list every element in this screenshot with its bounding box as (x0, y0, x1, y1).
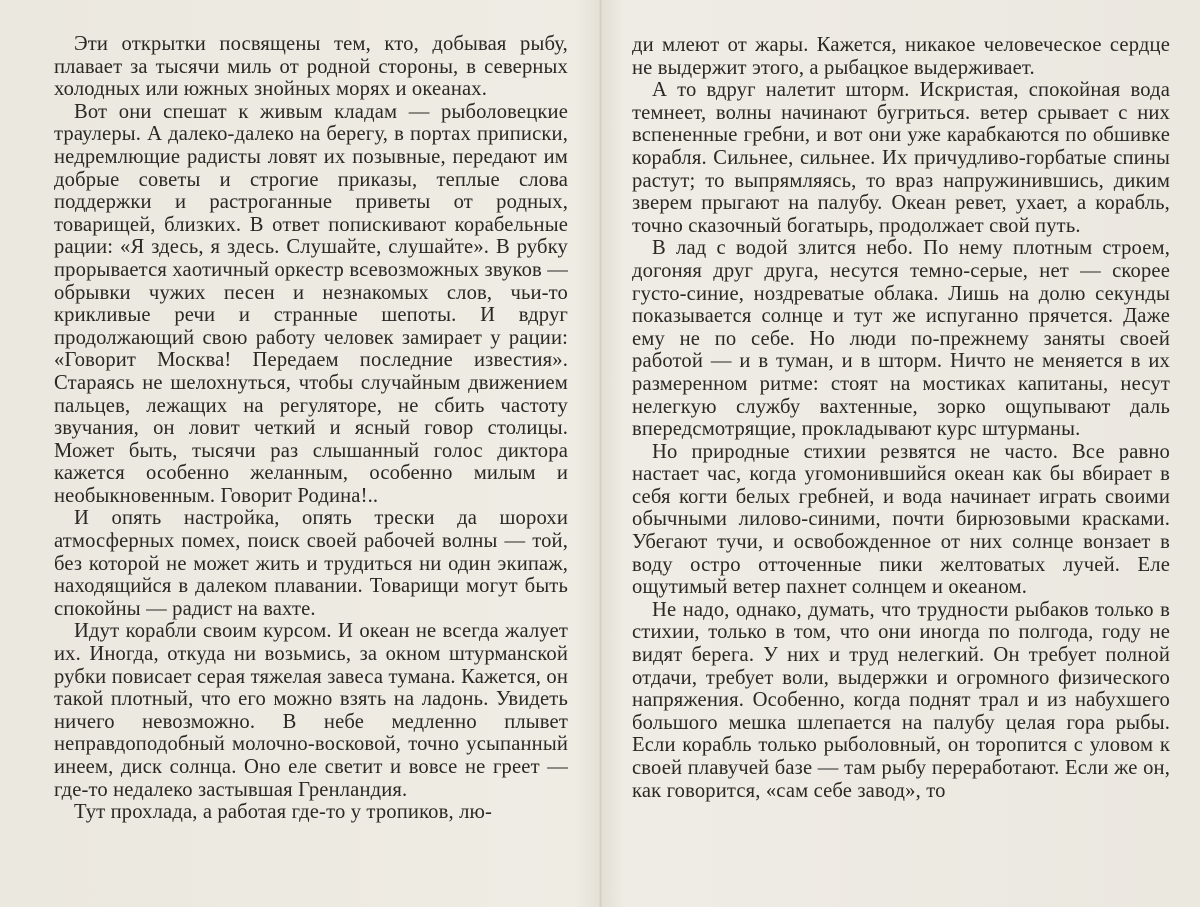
page-fold (599, 0, 602, 907)
right-page-column (632, 34, 1170, 802)
paragraph-continued: ди млеют от жары. Кажется, никакое человеческое сердце не выдержит этого, а рыбацкое выдерживает. (632, 34, 1170, 79)
paragraph: Вот они спешат к живым кладам — рыболовецкие траулеры. А далеко-далеко на берегу, в портах приписки, недремлющие радисты ловят их позывные, передают им добрые советы и строгие приказы, теплые слова поддержки и растроганные приветы от родных, товарищей, близких. В ответ попискивают корабельные рации: «Я здесь, я здесь. Слушайте, слушайте». В рубку прорывается хаотичный оркестр всевозможных звуков — обрывки чужих песен и незнакомых слов, чьи-то крикливые речи и странные шепоты. И вдруг продолжающий свою работу человек замирает у рации: «Говорит Москва! Передаем последние известия». Стараясь не шелохнуться, чтобы случайным движением пальцев, лежащих на регуляторе, не сбить частоту звучания, он ловит четкий и ясный говор столицы. Может быть, тысячи раз слышанный голос диктора кажется особенно желанным, особенно милым и необыкновенным. Говорит Родина!.. (54, 100, 568, 507)
paragraph: Идут корабли своим курсом. И океан не всегда жалует их. Иногда, откуда ни возьмись, за окном штурманской рубки повисает серая тяжелая завеса тумана. Кажется, он такой плотный, что его можно взять на ладонь. Увидеть ничего невозможно. В небе медленно плывет неправдоподобный молочно-восковой, точно усыпанный инеем, диск солнца. Оно еле светит и вовсе не греет — где-то недалеко застывшая Гренландия. (54, 620, 568, 801)
paragraph: А то вдруг налетит шторм. Искристая, спокойная вода темнеет, волны начинают бугриться. ветер срывает с них вспененные гребни, и вот они уже карабкаются по обшивке корабля. Сильнее, сильнее. Их причудливо-горбатые спины растут; то выпрямляясь, то враз напружинившись, диким зверем прыгают на палубу. Океан ревет, ухает, а корабль, точно сказочный богатырь, продолжает свой путь. (632, 79, 1170, 237)
paragraph: Тут прохлада, а работая где-то у тропиков, лю- (74, 801, 493, 824)
paragraph: Не надо, однако, думать, что трудности рыбаков только в стихии, только в том, что они иногда по полгода, году не видят берега. У них и труд нелегкий. Он требует полной отдачи, требует воли, выдержки и огромного физического напряжения. Особенно, когда поднят трал и из набухшего большого мешка шлепается на палубу целая гора рыбы. Если корабль только рыболовный, он торопится с уловом к своей плавучей базе — там рыбу переработают. Если же он, как говорится, «сам себе завод», то (632, 598, 1170, 802)
paragraph: Эти открытки посвящены тем, кто, добывая рыбу, плавает за тысячи миль от родной стороны, в северных холодных или южных знойных морях и океанах. (54, 33, 568, 101)
paragraph: И опять настройка, опять трески да шорохи атмосферных помех, поиск своей рабочей волны — той, без которой не может жить и трудиться ни один экипаж, находящийся в далеком плавании. Товарищи могут быть спокойны — радист на вахте. (54, 507, 568, 620)
paragraph: Но природные стихии резвятся не часто. Все равно настает час, когда угомонившийся океан как бы вбирает в себя когти белых гребней, и вода начинает играть своими обычными лилово-синими, почти бирюзовыми красками. Убегают тучи, и освобожденное от них солнце вонзает в воду остро отточенные пики желтоватых лучей. Еле ощутимый ветер пахнет солнцем и океаном. (632, 440, 1170, 599)
left-page-column (54, 33, 568, 824)
paragraph: В лад с водой злится небо. По нему плотным строем, догоняя друг друга, несутся темно-серые, нет — скорее густо-синие, ноздреватые облака. Лишь на долю секунды показывается солнце и тут же испуганно прячется. Даже ему не по себе. Но люди по-прежнему заняты своей работой — и в туман, и в шторм. Ничто не меняется в их размеренном ритме: стоят на мостиках капитаны, несут нелегкую службу вахтенные, зорко ощупывают даль впередсмотрящие, прокладывают курс штурманы. (632, 237, 1170, 441)
